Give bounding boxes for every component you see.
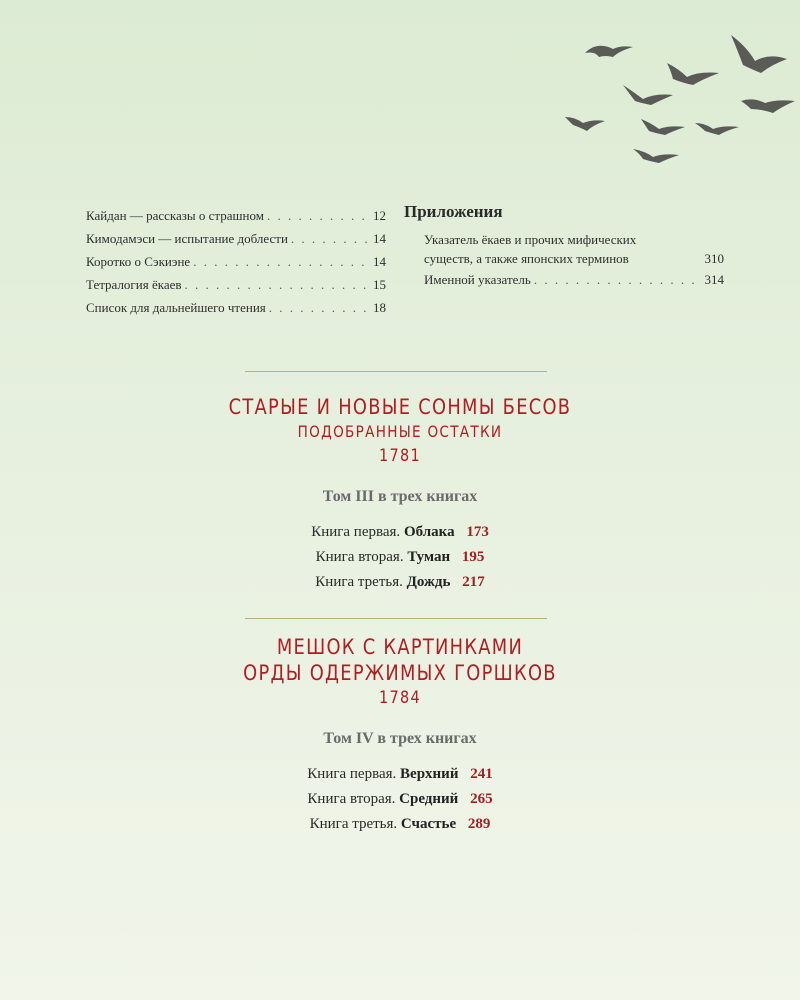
toc-entry-label: Тетралогия ёкаев xyxy=(86,277,182,292)
book-page: 217 xyxy=(462,574,485,590)
section-year: 1781 xyxy=(379,446,421,466)
toc-entry-label-line2: существ, а также японских терминов xyxy=(424,251,629,266)
book-prefix: Книга вторая. xyxy=(307,791,396,807)
section-divider xyxy=(245,371,547,372)
book-page: 173 xyxy=(466,524,489,540)
leader-dots xyxy=(291,227,370,250)
toc-entry[interactable] xyxy=(86,273,386,296)
book-prefix: Книга третья. xyxy=(315,574,403,590)
book-entry[interactable] xyxy=(0,762,800,787)
section-title: МЕШОК С КАРТИНКАМИ xyxy=(276,635,524,659)
tome-heading: Том IV в трех книгах xyxy=(323,730,477,747)
section-divider xyxy=(245,618,547,619)
toc-entry-page: 15 xyxy=(373,277,386,292)
book-name: Туман xyxy=(407,549,451,565)
toc-entry-page: 12 xyxy=(373,208,386,223)
book-page: 265 xyxy=(470,791,493,807)
leader-dots xyxy=(534,268,702,291)
book-prefix: Книга первая. xyxy=(307,766,397,782)
toc-entry-label: Коротко о Сэкиэне xyxy=(86,254,191,269)
book-list xyxy=(0,520,800,595)
toc-entry[interactable] xyxy=(424,230,724,268)
book-prefix: Книга третья. xyxy=(309,816,398,832)
book-prefix: Книга первая. xyxy=(311,524,401,540)
book-page: 241 xyxy=(470,766,493,782)
toc-entry[interactable] xyxy=(424,268,724,291)
toc-entry-page: 14 xyxy=(373,231,386,246)
book-page: 289 xyxy=(467,816,491,832)
book-name: Счастье xyxy=(400,816,457,832)
toc-entry-page: 314 xyxy=(704,272,724,287)
toc-entry-page: 18 xyxy=(373,300,386,315)
book-page: 195 xyxy=(461,549,485,565)
toc-entry-label: Кимодамэси — испытание доблести xyxy=(86,231,288,246)
leader-dots xyxy=(269,296,370,319)
toc-entry[interactable] xyxy=(86,204,386,227)
book-name: Верхний xyxy=(400,766,459,782)
toc-entry[interactable] xyxy=(86,227,386,250)
book-entry[interactable] xyxy=(0,812,800,837)
section-year: 1784 xyxy=(379,688,421,708)
toc-entry-page: 14 xyxy=(373,254,386,269)
toc-entry-label-line1: Указатель ёкаев и прочих мифических xyxy=(424,232,637,247)
book-name: Облака xyxy=(403,524,455,540)
toc-appendix-column xyxy=(404,202,724,291)
toc-left-column xyxy=(86,204,386,319)
tome-heading: Том III в трех книгах xyxy=(322,488,478,505)
toc-entry[interactable] xyxy=(86,250,386,273)
section-tome-4 xyxy=(0,634,800,837)
book-name: Средний xyxy=(399,791,459,807)
leader-dots xyxy=(193,250,370,273)
appendix-heading: Приложения xyxy=(404,202,503,221)
toc-entry-page: 310 xyxy=(704,251,724,266)
book-entry[interactable] xyxy=(0,520,800,545)
section-tome-3 xyxy=(0,394,800,595)
book-name: Дождь xyxy=(406,574,451,590)
toc-entry-label: Именной указатель xyxy=(424,272,531,287)
book-prefix: Книга вторая. xyxy=(315,549,404,565)
flying-birds-icon xyxy=(555,25,800,175)
leader-dots xyxy=(185,273,370,296)
book-entry[interactable] xyxy=(0,787,800,812)
section-subtitle: ПОДОБРАННЫЕ ОСТАТКИ xyxy=(297,422,503,441)
book-list xyxy=(0,762,800,837)
book-entry[interactable] xyxy=(0,545,800,570)
section-title: СТАРЫЕ И НОВЫЕ СОНМЫ БЕСОВ xyxy=(228,395,572,419)
section-subtitle: ОРДЫ ОДЕРЖИМЫХ ГОРШКОВ xyxy=(243,661,557,685)
toc-entry-label: Список для дальнейшего чтения xyxy=(86,300,266,315)
toc-entry[interactable] xyxy=(86,296,386,319)
leader-dots xyxy=(267,204,370,227)
book-entry[interactable] xyxy=(0,570,800,595)
toc-entry-label: Кайдан — рассказы о страшном xyxy=(86,208,264,223)
